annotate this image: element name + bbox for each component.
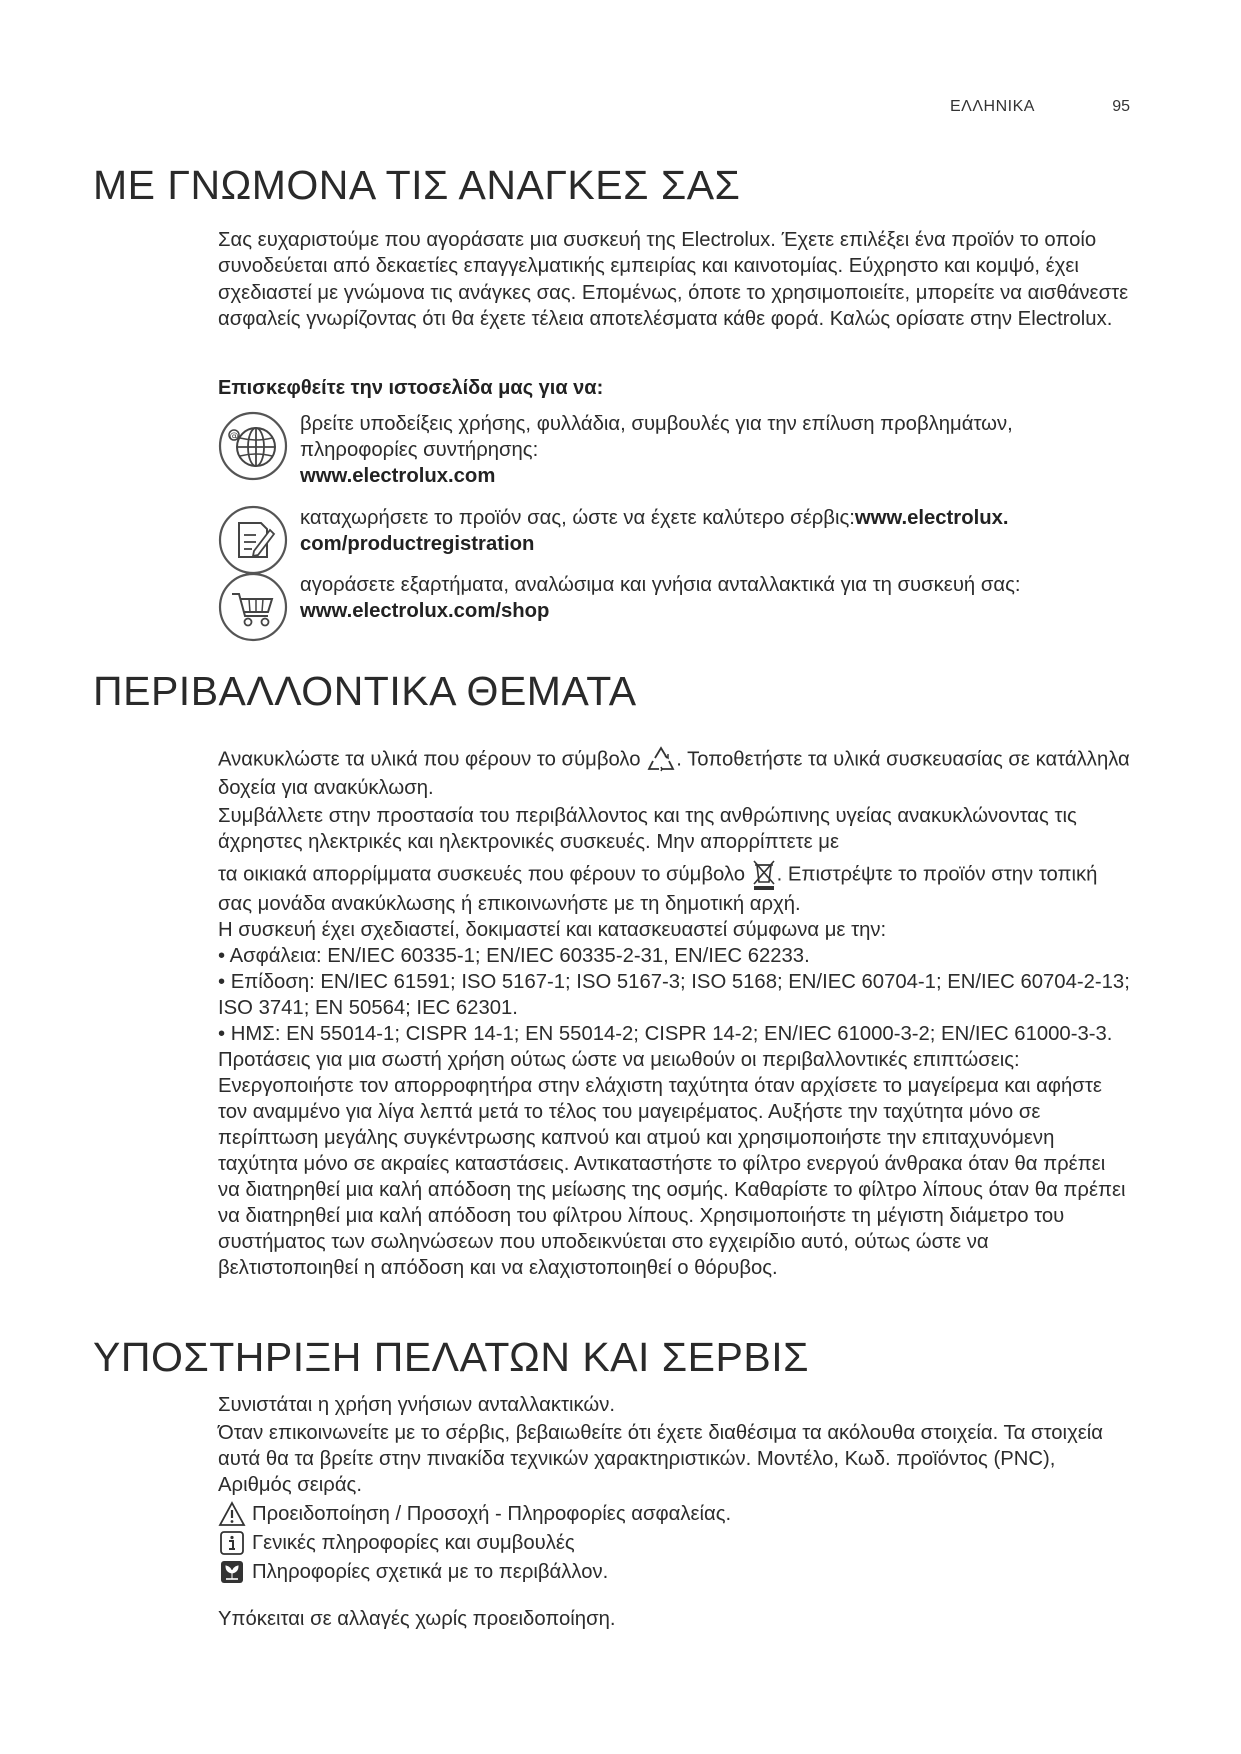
contact-text: Όταν επικοινωνείτε με το σέρβις, βεβαιωθείτε ότι έχετε διαθέσιμα τα ακόλουθα στοιχεία. Τα στοιχεία αυτά θα τα βρείτε στην πινακίδα τεχνικών χαρακτηριστικών. Μοντέλο, Κωδ. προϊόντος (PNC), Αριθμός σειράς. bbox=[218, 1422, 1103, 1496]
link-text-shop bbox=[300, 572, 1130, 624]
section-title-needs: ΜΕ ΓΝΩΜΟΝΑ ΤΙΣ ΑΝΑΓΚΕΣ ΣΑΣ bbox=[93, 162, 741, 208]
recycle-text: Ανακυκλώστε τα υλικά που φέρουν το σύμβολο bbox=[218, 748, 641, 771]
intro-paragraph: Σας ευχαριστούμε που αγοράσατε μια συσκευή της Electrolux. Έχετε επιλέξει ένα προϊόν το οποίο συνοδεύεται από δεκαετίες επαγγελματικής εμπειρίας και καινοτομίας. Εύχρηστο και κομψό, έχει σχεδιαστεί με γνώμονα τις ανάγκες σας. Επομένως, όποτε το χρησιμοποιείτε, μπορείτε να αισθάνεστε ασφαλείς γνωρίζοντας ότι θα έχετε τέλεια αποτελέσματα κάθε φορά. Καλώς ορίσατε στην Electrolux. bbox=[218, 229, 1129, 330]
recycle-icon bbox=[646, 745, 676, 775]
link-text-support bbox=[300, 411, 1130, 489]
link-row-support bbox=[218, 411, 1130, 486]
designed-paragraph: Η συσκευή έχει σχεδιαστεί, δοκιμαστεί και κατασκευαστεί σύμφωνα με την: bbox=[218, 919, 887, 941]
legend-item-warning bbox=[218, 1500, 1018, 1529]
support-text bbox=[218, 1392, 1130, 1498]
weee-paragraph bbox=[218, 859, 1130, 917]
tips-paragraph: Προτάσεις για μια σωστή χρήση ούτως ώστε να μειωθούν οι περιβαλλοντικές επιπτώσεις: Ενεργοποιήστε τον απορροφητήρα στην ελάχιστη ταχύτητα όταν αρχίσετε το μαγείρεμα και αφήστε τον αναμμένο για λίγα λεπτά μετά το τέλος του μαγειρέματος. Αυξήστε την ταχύτητα μόνο σε περίπτωση μεγάλης συγκέντρωσης καπνού και ατμού και χρησιμοποιήστε την επιταχυνόμενη ταχύτητα μόνο σε ακραίες καταστάσεις. Αντικαταστήστε το φίλτρο ενεργού άνθρακα όταν θα πρέπει να διατηρηθεί μια καλή απόδοση της μείωσης της οσμής. Καθαρίστε το φίλτρο λίπους όταν θα πρέπει να διατηρηθεί μια καλή απόδοση του φίλτρου λίπους. Χρησιμοποιήστε τη μέγιστη διάμετρο του συστήματος των σωληνώσεων που υποδεικνύεται στο εγχειρίδιο αυτό, ούτως ώστε να βελτιστοποιηθεί η απόδοση και να ελαχιστοποιηθεί ο θόρυβος. bbox=[218, 1049, 1126, 1279]
legend-text: Προειδοποίηση / Προσοχή - Πληροφορίες ασφαλείας. bbox=[252, 1503, 732, 1525]
wheelie-bin-crossed-icon bbox=[751, 859, 777, 891]
legend-text: Πληροφορίες σχετικά με το περιβάλλον. bbox=[252, 1561, 609, 1583]
link-description: βρείτε υποδείξεις χρήσης, φυλλάδια, συμβουλές για την επίλυση προβλημάτων, πληροφορίες συντήρησης: bbox=[300, 413, 1013, 461]
legend-item-environment bbox=[218, 1558, 1018, 1587]
genuine-parts-text: Συνιστάται η χρήση γνήσιων ανταλλακτικών. bbox=[218, 1394, 616, 1416]
shopping-cart-icon bbox=[218, 572, 288, 642]
link-url-registration[interactable]: www.electrolux. com/productregistration bbox=[300, 507, 1009, 555]
language-label: ΕΛΛΗΝΙΚΑ bbox=[950, 98, 1035, 115]
section-title-support: ΥΠΟΣΤΗΡΙΞΗ ΠΕΛΑΤΩΝ ΚΑΙ ΣΕΡΒΙΣ bbox=[93, 1334, 809, 1380]
symbol-legend bbox=[218, 1500, 1018, 1587]
link-description: αγοράσετε εξαρτήματα, αναλώσιμα και γνήσια ανταλλακτικά για τη συσκευή σας: bbox=[300, 574, 1021, 596]
link-row-registration bbox=[218, 505, 1130, 575]
standard-performance: • Επίδοση: EN/IEC 61591; ISO 5167-1; ISO 5167-3; ISO 5168; EN/IEC 60704-1; EN/IEC 60704-2-13; ISO 3741; EN 50564; IEC 62301. bbox=[218, 971, 1130, 1019]
change-notice: Υπόκειται σε αλλαγές χωρίς προειδοποίηση. bbox=[218, 1608, 616, 1630]
link-url-shop[interactable]: www.electrolux.com/shop bbox=[300, 600, 550, 622]
registration-icon bbox=[218, 505, 288, 575]
contribute-paragraph: Συμβάλλετε στην προστασία του περιβάλλοντος και της ανθρώπινης υγείας ανακυκλώνοντας τις άχρηστες ηλεκτρικές και ηλεκτρονικές συσκευές. Μην απορρίπτετε με bbox=[218, 805, 1077, 853]
standard-safety: • Ασφάλεια: EN/IEC 60335-1; EN/IEC 60335-2-31, EN/IEC 62233. bbox=[218, 945, 810, 967]
section-title-environment: ΠΕΡΙΒΑΛΛΟΝΤΙΚΑ ΘΕΜΑΤΑ bbox=[93, 668, 637, 714]
link-description: καταχωρήσετε το προϊόν σας, ώστε να έχετε καλύτερο σέρβις: bbox=[300, 507, 855, 529]
page-number: 95 bbox=[1112, 98, 1130, 115]
globe-icon bbox=[218, 411, 288, 481]
weee-text: τα οικιακά απορρίμματα συσκευές που φέρουν το σύμβολο bbox=[218, 863, 746, 886]
legend-text: Γενικές πληροφορίες και συμβουλές bbox=[252, 1532, 575, 1554]
page-header bbox=[950, 98, 1130, 120]
standard-emc: • ΗΜΣ: EN 55014-1; CISPR 14-1; EN 55014-2; CISPR 14-2; EN/IEC 61000-3-2; EN/IEC 61000-3-3. bbox=[218, 1023, 1113, 1045]
legend-item-info bbox=[218, 1529, 1018, 1558]
environment-icon bbox=[218, 1559, 246, 1585]
recycle-text-after: . Τοποθετήστε τα υλικά συσκευασίας σε κατάλληλα δοχεία για ανακύκλωση. bbox=[218, 748, 1130, 799]
svg-text:@: @ bbox=[229, 431, 239, 442]
recycle-paragraph bbox=[218, 745, 1130, 801]
link-url-electrolux[interactable]: www.electrolux.com bbox=[300, 465, 496, 487]
link-row-shop bbox=[218, 572, 1130, 650]
visit-label: Επισκεφθείτε την ιστοσελίδα μας για να: bbox=[218, 377, 604, 399]
link-text-registration bbox=[300, 505, 1130, 557]
environment-text bbox=[218, 745, 1130, 1281]
warning-icon bbox=[218, 1501, 246, 1527]
weee-text-after: . Επιστρέψτε το προϊόν στην τοπική σας μονάδα ανακύκλωσης ή επικοινωνήστε με τη δημοτική αρχή. bbox=[218, 863, 1098, 915]
info-icon bbox=[218, 1530, 246, 1556]
